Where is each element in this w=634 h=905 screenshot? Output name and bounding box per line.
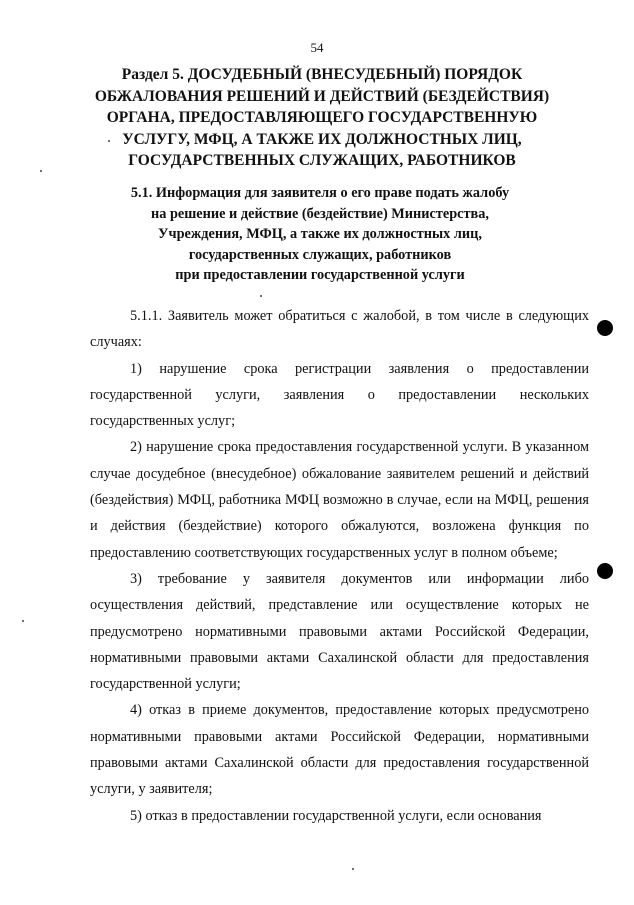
- body-text: [90, 303, 589, 829]
- subsection-title-line: 5.1. Информация для заявителя о его праве подать жалобу: [130, 185, 510, 201]
- section-title-line: ОРГАНА, ПРЕДОСТАВЛЯЮЩЕГО ГОСУДАРСТВЕННУЮ: [106, 109, 538, 126]
- subsection-title-line: при предоставлении государственной услуги: [175, 267, 465, 283]
- subsection-title: [110, 183, 530, 286]
- scan-speck: [352, 868, 354, 870]
- subsection-title-line: Учреждения, МФЦ, а также их должностных лиц,: [158, 226, 482, 242]
- paragraph-5-1-1: 5.1.1. Заявитель может обратиться с жалобой, в том числе в следующих случаях:: [90, 308, 589, 351]
- paragraph-item-1: 1) нарушение срока регистрации заявления о предоставлении государственной услуги, заявления о предоставлении нескольких государственных услуг;: [90, 360, 589, 430]
- binder-hole-mark: [597, 563, 613, 579]
- section-title-line: УСЛУГУ, МФЦ, А ТАКЖЕ ИХ ДОЛЖНОСТНЫХ ЛИЦ,: [122, 130, 522, 148]
- section-title-line: Раздел 5. ДОСУДЕБНЫЙ (ВНЕСУДЕБНЫЙ) ПОРЯДОК: [121, 66, 523, 83]
- paragraph-item-2: 2) нарушение срока предоставления государственной услуги. В указанном случае досудебное (внесудебное) обжалование заявителем решений и действий (бездействия) МФЦ, работника МФЦ возможно в случае, если на МФЦ, решения и действия (бездействие) которого обжалуются, возложена функция по предоставлению соответствующих государственных услуг в полном объеме;: [90, 439, 589, 561]
- section-title-line: ОБЖАЛОВАНИЯ РЕШЕНИЙ И ДЕЙСТВИЙ (БЕЗДЕЙСТВИЯ): [94, 87, 550, 105]
- subsection-title-line: государственных служащих, работников: [188, 246, 452, 263]
- subsection-title-line: на решение и действие (бездействие) Министерства,: [150, 205, 489, 222]
- scan-speck: [22, 620, 24, 622]
- section-title: [70, 64, 574, 172]
- paragraph-item-4: 4) отказ в приеме документов, предоставление которых предусмотрено нормативными правовыми актами Российской Федерации, нормативными правовыми актами Сахалинской области для предоставления государственной услуги, у заявителя;: [90, 702, 589, 798]
- section-title-line: ГОСУДАРСТВЕННЫХ СЛУЖАЩИХ, РАБОТНИКОВ: [128, 152, 516, 169]
- scan-speck: [40, 170, 42, 172]
- binder-hole-mark: [597, 320, 613, 336]
- page-number: 54: [310, 40, 324, 55]
- scan-speck: [260, 295, 262, 297]
- scan-speck: [108, 140, 110, 142]
- paragraph-item-5: 5) отказ в предоставлении государственной услуги, если основания: [130, 807, 542, 824]
- paragraph-item-3: 3) требование у заявителя документов или информации либо осуществления действий, представление или осуществление которых не предусмотрено нормативными правовыми актами Российской Федерации, нормативными правовыми актами Сахалинской области для предоставления государственной услуги;: [90, 570, 589, 693]
